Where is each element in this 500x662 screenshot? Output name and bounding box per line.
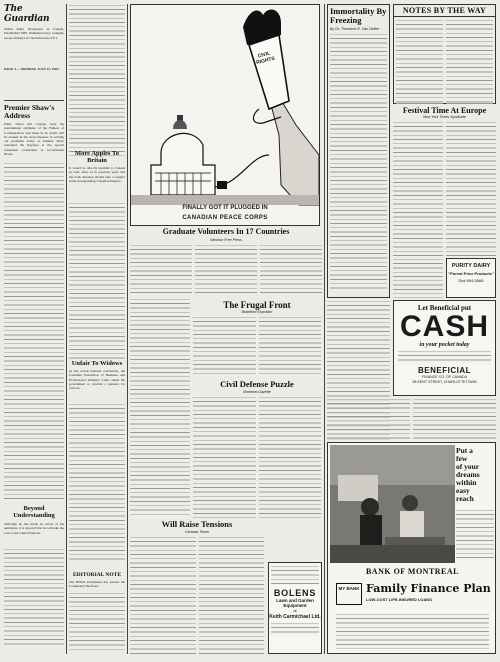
column-rule [324, 4, 325, 654]
body-text-block [259, 316, 322, 376]
bank-name: BANK OF MONTREAL [365, 567, 460, 576]
bolens-dealer: Keith Carmichael Ltd. [269, 614, 321, 620]
ad-top-line: Let Beneficial put [417, 304, 472, 312]
tagline-line: easy [456, 486, 470, 495]
ad-subline: in your pocket today [419, 342, 470, 348]
byline: Montreal Gazette [243, 389, 271, 394]
mybank-logo [336, 583, 362, 605]
notes-by-the-way [393, 4, 496, 104]
bank-of-montreal-ad [327, 442, 496, 654]
bolens-line: Equipment [283, 603, 307, 608]
volunteers-body [130, 244, 322, 296]
body-text-block [393, 121, 443, 257]
editorial-col-2 [69, 4, 125, 156]
editorial-shaw [4, 104, 64, 224]
body-text-block [259, 396, 322, 520]
festival-body [393, 121, 496, 257]
ad-cash: CASH [399, 310, 489, 343]
column-rule [66, 4, 67, 654]
byline: Windsor Free Press [210, 238, 242, 242]
headline: The Frugal Front [223, 300, 291, 310]
column-rule [127, 4, 128, 654]
article-lead: Faith, vision and courage were the predominant attributes of the Fathers of Confederation, and these in no doubt will be needed in the most measure in solving our problems today, as Premier Shaw remarked the Keynote at the special centennial ceremonies at Government House. [4, 122, 64, 157]
body-text-block [69, 4, 125, 156]
tagline-line: Put a [456, 446, 473, 455]
ad-company: BENEFICIAL [418, 366, 471, 375]
editorial-beyond [4, 222, 64, 642]
body-text-block [271, 565, 319, 585]
purity-sub: "Purest Price Products" [448, 271, 494, 276]
body-text-block [193, 396, 256, 520]
headline: Will Raise Tensions [161, 519, 233, 529]
body-text-block [195, 244, 257, 296]
tagline-line: within [456, 478, 477, 487]
mybank-label: MY BANK [338, 586, 360, 591]
section-title: NOTES BY THE WAY [394, 5, 495, 17]
rule [4, 100, 64, 101]
article-frugal-front [193, 300, 321, 378]
bolens-ad [268, 562, 322, 654]
cartoon-caption: FINALLY GOT IT PLUGGED IN [182, 205, 268, 211]
purity-dairy-ad [446, 258, 496, 298]
frugal-body [193, 316, 321, 376]
bolens-line: at [293, 608, 297, 613]
body-text-block [69, 202, 125, 360]
body-text-block [396, 19, 443, 105]
bolens-title: BOLENS [273, 588, 317, 598]
bank-tagline [456, 447, 496, 503]
headline: EDITORIAL NOTE [72, 572, 122, 578]
editorial-apples [69, 150, 125, 360]
headline: Graduate Volunteers In 17 Countries [162, 227, 290, 236]
ad-company-sub: FINANCE CO. OF CANADA [421, 375, 468, 379]
editorial-widows [69, 360, 125, 570]
headline: Civil Defense Puzzle [220, 379, 294, 389]
tensions-body [130, 536, 264, 654]
body-text-block [327, 398, 410, 440]
torch-label: CIVIL RIGHTS [255, 50, 276, 66]
byline: Brantford Expositor [241, 310, 273, 314]
column-immortality [327, 4, 390, 298]
body-text-block [446, 19, 493, 105]
body-text-block [199, 536, 265, 654]
body-text-block [336, 613, 489, 649]
body-text-block [130, 244, 192, 296]
masthead-info: Oldest Daily Newspaper in Canada. Established 1887. Published every weekday except holidays at Charlottetown, P.E.I. [4, 27, 64, 40]
body-text-block [130, 298, 190, 518]
bank-plan: Family Finance Plan [366, 582, 491, 595]
body-text-block [69, 403, 125, 563]
body-text-block [4, 548, 64, 648]
body-text-block [271, 622, 319, 636]
beneficial-finance-ad [393, 300, 496, 396]
masthead [4, 4, 64, 71]
cartoon-drawing [131, 5, 319, 205]
headline: Immortality By Freezing [330, 6, 387, 25]
purity-phone: Dial 894-5566 [458, 278, 484, 283]
article-lead: The British Parliament has passed the Continental Shelf Act. [69, 580, 125, 589]
byline: New York Times Syndicate [423, 115, 466, 119]
bolens-line: Lawn and Garden [276, 598, 314, 603]
headline: More Apples To Britain [75, 150, 119, 164]
articles-lower [327, 398, 496, 440]
editorial-note [69, 572, 125, 654]
body-text-block [393, 258, 443, 298]
bank-plan-sub: LOW-COST LIFE-INSURED LOANS [366, 597, 432, 602]
cartoon-credit: CANADIAN PEACE CORPS [182, 215, 268, 221]
byline: Oshawa Times [185, 529, 209, 534]
notes-body [394, 17, 495, 107]
tagline-line: of your [456, 462, 480, 471]
masthead-title: The Guardian [4, 4, 50, 24]
tagline-line: dreams [456, 470, 480, 479]
festival-continued [393, 258, 443, 298]
tagline-line: few [456, 454, 468, 463]
article-lead: At her recent national convention, the Canadian Federation of Business and Professional Women's Clubs asked the government to provide a pension for widows. [69, 369, 125, 391]
article-lead: It would be directly harmful to Canada as well, since as in previous years and the trade situation should take a tougher stand in negotiating Canadian imports. [69, 166, 125, 183]
purity-title: PURITY DAIRY [451, 263, 491, 269]
article-festival [393, 106, 496, 258]
headline: Premier Shaw's Address [4, 103, 55, 120]
body-text-block [330, 33, 387, 291]
body-text-block [260, 244, 322, 296]
body-text-block [456, 509, 494, 561]
ad-address: 58 KENT STREET, CHARLOTTETOWN [412, 380, 477, 384]
civil-body [193, 396, 321, 520]
byline: By Dr. Theodore R. Van Dellen [330, 27, 380, 31]
body-text-block [69, 592, 125, 650]
tagline-line: reach [456, 494, 474, 503]
article-civil-defense [193, 380, 321, 520]
body-text-block [4, 222, 64, 502]
editorial-cartoon [130, 4, 320, 226]
body-text-block [398, 350, 491, 364]
article-lead: Although he has made no secret of his ambitions, it is reported that he will take the road to the United Nations. [4, 522, 64, 535]
body-text-block [130, 536, 196, 654]
family-photo [330, 445, 455, 563]
volunteers-continued [130, 298, 190, 518]
body-text-block [193, 316, 256, 376]
body-text-block [4, 162, 64, 228]
article-tensions [130, 520, 264, 656]
body-text-block [413, 398, 496, 440]
headline: Festival Time At Europe [402, 106, 487, 115]
body-text-block [446, 121, 496, 257]
masthead-date: PAGE 4 — MONDAY, JULY 27, 1964 [4, 67, 59, 71]
headline: Beyond Understanding [13, 505, 55, 519]
headline: Unfair To Widows [71, 360, 123, 367]
